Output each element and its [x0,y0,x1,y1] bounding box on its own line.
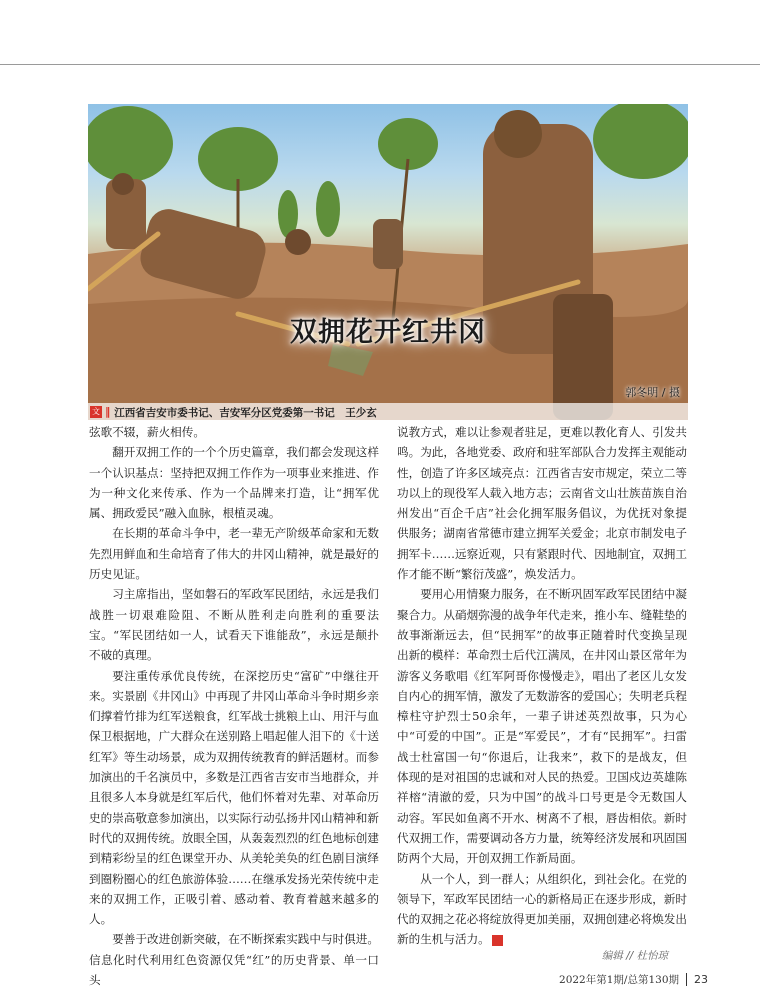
header-rule [0,64,760,65]
article-headline: 双拥花开红井冈 [290,317,486,348]
editor-credit: 编辑 // 杜怡琼 [601,950,668,962]
article-column-right [397,422,687,950]
author-text: 江西省吉安市委书记、吉安军分区党委第一书记 王少玄 [114,406,377,419]
paragraph: 在长期的革命斗争中，老一辈无产阶级革命家和无数先烈用鲜血和生命培育了伟大的井冈山精神，就是最好的历史见证。 [89,526,379,582]
article-column-left [89,422,379,990]
end-mark-icon: G [492,935,503,946]
paragraph: 要用心用情聚力服务，在不断巩固军政军民团结中凝聚合力。从硝烟弥漫的战争年代走来，推小车、缝鞋垫的故事渐渐远去，但“民拥军”的故事正随着时代变换呈现出新的模样：革命烈士后代江满凤，在井冈山景区常年为游客义务歌唱《红军阿哥你慢慢走》，唱出了老区儿女发自内心的拥军情，激发了无数游客的爱国心；失明老兵程樟柱守护烈士50余年，一辈子讲述英烈故事，只为心中“可爱的中国”。正是“军爱民”，才有“民拥军”。扫雷战士杜富国一句“你退后，让我来”，救下的是战友，但体现的是对祖国的忠诚和对人民的热爱。卫国戍边英雄陈祥榕“清澈的爱，只为中国”的战斗口号更是令无数国人动容。军民如鱼离不开水、树离不了根，唇齿相依。新时代双拥工作，需要调动各方力量，统筹经济发展和巩固国防两个大局，开创双拥工作新局面。 [397,587,687,866]
page-number: 23 [694,973,708,986]
paragraph: 习主席指出，坚如磐石的军政军民团结，永远是我们战胜一切艰难险阻、不断从胜利走向胜利的重要法宝。“军民团结如一人，试看天下谁能敌”，永远是颠扑不破的真理。 [89,587,379,663]
footer-divider [686,973,687,986]
paragraph: 要善于改进创新突破，在不断探索实践中与时俱进。信息化时代利用红色资源仅凭“红”的历史背景、单一口头 [89,932,379,988]
author-badge: 文 [92,407,100,416]
author-byline [90,405,377,419]
hero-photo [88,104,688,420]
soldiers-planting-trees-illustration [88,104,688,420]
issue-info: 2022年第1期/总第130期 [559,974,679,986]
paragraph: 弦歌不辍，薪火相传。 [89,425,205,439]
paragraph [397,869,687,950]
paragraph: 说教方式，难以让参观者驻足，更难以教化育人、引发共鸣。为此，各地党委、政府和驻军部队合力发挥主观能动性，创造了许多区域亮点：江西省吉安市规定，荣立二等功以上的现役军人载入地方志；云南省文山壮族苗族自治州发出“百企千店”社会化拥军服务倡议，为优抚对象提供服务；湖南省常德市建立拥军关爱金；北京市制发电子拥军卡……远察近观，只有紧跟时代、因地制宜，双拥工作才能不断“繁衍茂盛”，焕发活力。 [397,425,687,582]
paragraph: 翻开双拥工作的一个个历史篇章，我们都会发现这样一个认识基点：坚持把双拥工作作为一项事业来推进、作为一种文化来传承、作为一个品牌来打造，让“拥军优属、拥政爱民”融入血脉，根植灵魂。 [89,445,379,521]
photo-credit: 郭冬明 / 摄 [625,386,680,399]
page-footer [559,972,708,987]
paragraph-text: 从一个人，到一群人；从组织化，到社会化。在党的领导下，军政军民团结一心的新格局正在逐步形成，新时代的双拥之花必将绽放得更加美丽，双拥创建必将焕发出新的生机与活力。 [397,871,687,947]
byline-bars-icon: ‖ [105,406,111,418]
paragraph: 要注重传承优良传统，在深挖历史“富矿”中继往开来。实景剧《井冈山》中再现了井冈山革命斗争时期乡亲们撑着竹排为红军送粮食，红军战士挑粮上山、用汗与血保卫根据地，广大群众在送别路上唱起催人泪下的《十送红军》等生动场景，成为双拥传统教育的鲜活题材。而参加演出的千名演员中，多数是江西省吉安市当地群众，并且很多人本身就是红军后代，他们怀着对先辈、对革命历史的崇高敬意参加演出，以实际行动弘扬井冈山精神和新时代的双拥传统。放眼全国，从轰轰烈烈的红色地标创建到精彩纷呈的红色课堂开办、从美轮美奂的红色剧目演绎到圈粉圈心的红色旅游体验……在继承发扬光荣传统中走来的双拥工作，正吸引着、感动着、教育着越来越多的人。 [89,668,379,927]
